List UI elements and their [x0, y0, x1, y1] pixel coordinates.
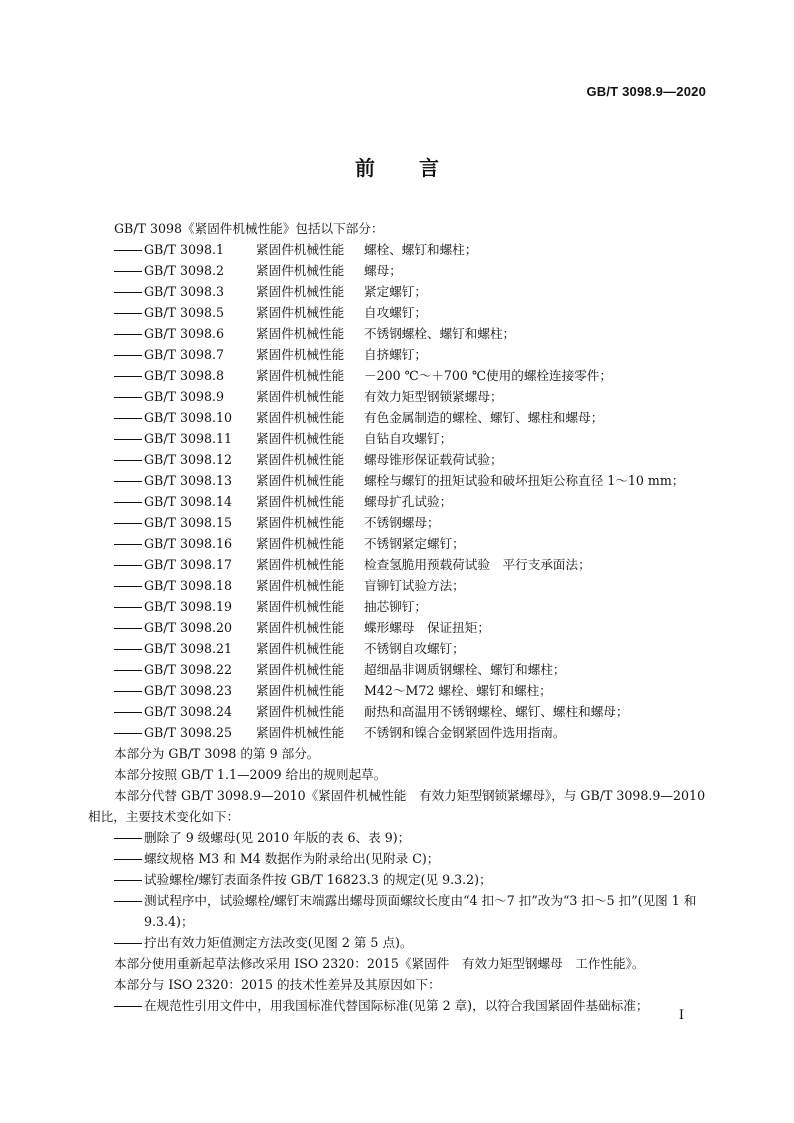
- part-series-name: 紧固件机械性能: [256, 326, 345, 341]
- part-subject: 紧定螺钉；: [364, 284, 427, 299]
- document-body: [88, 218, 706, 1016]
- part-item: [88, 323, 706, 344]
- part-item: [88, 365, 706, 386]
- part-series-name: 紧固件机械性能: [256, 242, 345, 257]
- part-series-name: 紧固件机械性能: [256, 515, 345, 530]
- part-item: [88, 533, 706, 554]
- part-item: [88, 512, 706, 533]
- para-rules: 本部分按照 GB/T 1.1—2009 给出的规则起草。: [114, 767, 387, 782]
- em-dash: [114, 365, 144, 386]
- part-item: [88, 344, 706, 365]
- intro-paragraph: GB/T 3098《紧固件机械性能》包括以下部分：: [114, 221, 384, 236]
- part-series-name: 紧固件机械性能: [256, 368, 345, 383]
- em-dash: [114, 386, 144, 407]
- part-number: GB/T 3098.22: [144, 662, 233, 677]
- change-item: [88, 827, 706, 848]
- part-subject: 不锈钢紧定螺钉；: [364, 536, 465, 551]
- part-number: GB/T 3098.7: [144, 347, 225, 362]
- part-item: [88, 596, 706, 617]
- part-number: GB/T 3098.6: [144, 326, 225, 341]
- change-item-text: 试验螺栓/螺钉表面条件按 GB/T 16823.3 的规定(见 9.3.2)；: [144, 872, 492, 887]
- part-subject: －200 ℃～＋700 ℃使用的螺栓连接零件；: [364, 368, 612, 383]
- part-series-name: 紧固件机械性能: [256, 578, 345, 593]
- part-number: GB/T 3098.17: [144, 557, 233, 572]
- part-item: [88, 239, 706, 260]
- change-item-text: 测试程序中，试验螺栓/螺钉末端露出螺母顶面螺纹长度由“4 扣～7 扣”改为“3 扣～5 扣”(见图 1 和 9.3.4)；: [144, 893, 697, 929]
- part-item: [88, 659, 706, 680]
- em-dash: [114, 722, 144, 743]
- em-dash: [114, 281, 144, 302]
- em-dash: [114, 449, 144, 470]
- part-number: GB/T 3098.11: [144, 431, 233, 446]
- em-dash: [114, 638, 144, 659]
- part-item: [88, 701, 706, 722]
- em-dash: [114, 932, 144, 953]
- part-number: GB/T 3098.18: [144, 578, 233, 593]
- part-item: [88, 407, 706, 428]
- part-series-name: 紧固件机械性能: [256, 347, 345, 362]
- para-diff: 本部分与 ISO 2320：2015 的技术性差异及其原因如下：: [114, 977, 441, 992]
- diff-item-text: 在规范性引用文件中，用我国标准代替国际标准(见第 2 章)，以符合我国紧固件基础标准；: [144, 998, 649, 1013]
- em-dash: [114, 659, 144, 680]
- part-item: [88, 680, 706, 701]
- part-series-name: 紧固件机械性能: [256, 557, 345, 572]
- part-series-name: 紧固件机械性能: [256, 662, 345, 677]
- para-replace: 本部分代替 GB/T 3098.9—2010《紧固件机械性能 有效力矩型钢锁紧螺母》，与 GB/T 3098.9—2010 相比，主要技术变化如下：: [88, 788, 706, 824]
- part-series-name: 紧固件机械性能: [256, 263, 345, 278]
- part-series-name: 紧固件机械性能: [256, 494, 345, 509]
- part-subject: 有色金属制造的螺栓、螺钉、螺柱和螺母；: [364, 410, 604, 425]
- part-number: GB/T 3098.1: [144, 242, 225, 257]
- em-dash: [114, 575, 144, 596]
- em-dash: [114, 554, 144, 575]
- em-dash: [114, 470, 144, 491]
- part-item: [88, 302, 706, 323]
- em-dash: [114, 491, 144, 512]
- em-dash: [114, 869, 144, 890]
- em-dash: [114, 239, 144, 260]
- part-subject: 抽芯铆钉；: [364, 599, 427, 614]
- part-subject: 超细晶非调质钢螺栓、螺钉和螺柱；: [364, 662, 566, 677]
- part-number: GB/T 3098.20: [144, 620, 233, 635]
- part-subject: 螺母；: [364, 263, 402, 278]
- part-number: GB/T 3098.8: [144, 368, 225, 383]
- em-dash: [114, 827, 144, 848]
- diff-item: [88, 995, 706, 1016]
- part-subject: 耐热和高温用不锈钢螺栓、螺钉、螺柱和螺母；: [364, 704, 629, 719]
- part-number: GB/T 3098.21: [144, 641, 233, 656]
- part-number: GB/T 3098.5: [144, 305, 225, 320]
- part-item: [88, 491, 706, 512]
- part-item: [88, 722, 706, 743]
- em-dash: [114, 428, 144, 449]
- part-series-name: 紧固件机械性能: [256, 599, 345, 614]
- part-number: GB/T 3098.16: [144, 536, 233, 551]
- em-dash: [114, 512, 144, 533]
- part-series-name: 紧固件机械性能: [256, 536, 345, 551]
- part-series-name: 紧固件机械性能: [256, 620, 345, 635]
- part-subject: 螺母扩孔试验；: [364, 494, 453, 509]
- part-item: [88, 281, 706, 302]
- part-number: GB/T 3098.10: [144, 410, 233, 425]
- part-number: GB/T 3098.24: [144, 704, 233, 719]
- part-item: [88, 386, 706, 407]
- para-redraft: 本部分使用重新起草法修改采用 ISO 2320：2015《紧固件 有效力矩型钢螺母 工作性能》。: [114, 956, 645, 971]
- part-series-name: 紧固件机械性能: [256, 410, 345, 425]
- part-subject: 自钻自攻螺钉；: [364, 431, 453, 446]
- part-number: GB/T 3098.19: [144, 599, 233, 614]
- part-item: [88, 428, 706, 449]
- part-number: GB/T 3098.2: [144, 263, 225, 278]
- change-item-text: 拧出有效力矩值测定方法改变(见图 2 第 5 点)。: [144, 935, 413, 950]
- part-item: [88, 575, 706, 596]
- part-item: [88, 554, 706, 575]
- em-dash: [114, 701, 144, 722]
- part-subject: 螺栓与螺钉的扭矩试验和破坏扭矩公称直径 1～10 mm；: [364, 473, 685, 488]
- part-item: [88, 638, 706, 659]
- part-number: GB/T 3098.25: [144, 725, 233, 740]
- part-number: GB/T 3098.12: [144, 452, 233, 467]
- em-dash: [114, 680, 144, 701]
- part-subject: 有效力矩型钢锁紧螺母；: [364, 389, 503, 404]
- em-dash: [114, 890, 144, 932]
- part-series-name: 紧固件机械性能: [256, 473, 345, 488]
- part-series-name: 紧固件机械性能: [256, 725, 345, 740]
- em-dash: [114, 323, 144, 344]
- standard-code: GB/T 3098.9—2020: [586, 84, 706, 99]
- page-number: I: [678, 1008, 684, 1023]
- part-subject: 不锈钢自攻螺钉；: [364, 641, 465, 656]
- change-item: [88, 890, 706, 932]
- change-item: [88, 848, 706, 869]
- part-subject: 不锈钢和镍合金钢紧固件选用指南。: [364, 725, 566, 740]
- part-series-name: 紧固件机械性能: [256, 284, 345, 299]
- part-number: GB/T 3098.9: [144, 389, 225, 404]
- changes-list: [88, 827, 706, 953]
- part-number: GB/T 3098.13: [144, 473, 233, 488]
- em-dash: [114, 407, 144, 428]
- part-number: GB/T 3098.23: [144, 683, 233, 698]
- part-number: GB/T 3098.3: [144, 284, 225, 299]
- part-subject: 螺栓、螺钉和螺柱；: [364, 242, 478, 257]
- part-subject: 不锈钢螺母；: [364, 515, 440, 530]
- change-item-text: 删除了 9 级螺母(见 2010 年版的表 6、表 9)；: [144, 830, 411, 845]
- part-number: GB/T 3098.14: [144, 494, 233, 509]
- change-item: [88, 869, 706, 890]
- part-series-name: 紧固件机械性能: [256, 305, 345, 320]
- part-subject: 自挤螺钉；: [364, 347, 427, 362]
- em-dash: [114, 533, 144, 554]
- para-part: 本部分为 GB/T 3098 的第 9 部分。: [114, 746, 320, 761]
- part-item: [88, 449, 706, 470]
- part-number: GB/T 3098.15: [144, 515, 233, 530]
- part-subject: 自攻螺钉；: [364, 305, 427, 320]
- page-title: 前言: [355, 156, 483, 180]
- part-series-name: 紧固件机械性能: [256, 683, 345, 698]
- em-dash: [114, 617, 144, 638]
- part-item: [88, 260, 706, 281]
- part-subject: 蝶形螺母 保证扭矩；: [364, 620, 490, 635]
- part-series-name: 紧固件机械性能: [256, 431, 345, 446]
- part-subject: M42～M72 螺栓、螺钉和螺柱；: [364, 683, 552, 698]
- em-dash: [114, 848, 144, 869]
- em-dash: [114, 596, 144, 617]
- change-item-text: 螺纹规格 M3 和 M4 数据作为附录给出(见附录 C)；: [144, 851, 440, 866]
- em-dash: [114, 260, 144, 281]
- part-series-name: 紧固件机械性能: [256, 389, 345, 404]
- diffs-list: [88, 995, 706, 1016]
- part-subject: 盲铆钉试验方法；: [364, 578, 465, 593]
- change-item: [88, 932, 706, 953]
- em-dash: [114, 995, 144, 1016]
- part-series-name: 紧固件机械性能: [256, 452, 345, 467]
- part-item: [88, 617, 706, 638]
- part-item: [88, 470, 706, 491]
- part-series-name: 紧固件机械性能: [256, 641, 345, 656]
- part-subject: 螺母锥形保证载荷试验；: [364, 452, 503, 467]
- em-dash: [114, 344, 144, 365]
- part-subject: 检查氢脆用预载荷试验 平行支承面法；: [364, 557, 591, 572]
- part-subject: 不锈钢螺栓、螺钉和螺柱；: [364, 326, 516, 341]
- parts-list: [88, 239, 706, 743]
- em-dash: [114, 302, 144, 323]
- part-series-name: 紧固件机械性能: [256, 704, 345, 719]
